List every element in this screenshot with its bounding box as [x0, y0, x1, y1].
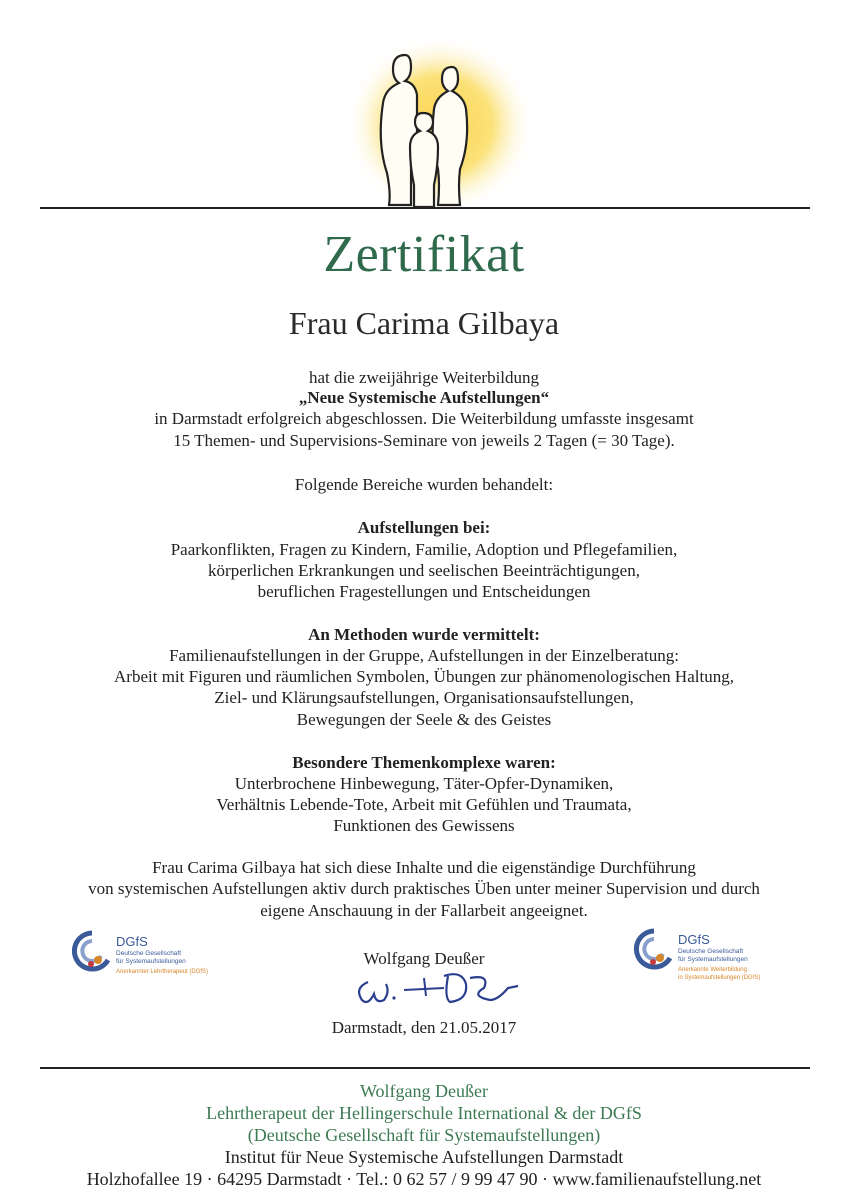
course-title: „Neue Systemische Aufstellungen“: [298, 388, 550, 407]
certificate-title: Zertifikat: [323, 226, 525, 283]
section-line: beruflichen Fragestellungen und Entscheidungen: [257, 582, 591, 601]
section-line: Bewegungen der Seele & des Geistes: [296, 710, 552, 729]
top-divider: [40, 207, 810, 209]
areas-intro: Folgende Bereiche wurden behandelt:: [294, 475, 554, 494]
dgfs-line: für Systemaufstellungen: [678, 956, 748, 963]
footer-divider: [40, 1067, 810, 1069]
dgfs-abbr: DGfS: [678, 932, 710, 947]
dgfs-note: Anerkannter Lehrtherapeut (DGfS): [116, 969, 209, 975]
section-heading: Aufstellungen bei:: [357, 518, 491, 537]
closing-line: Frau Carima Gilbaya hat sich diese Inhalte und die eigenständige Durchführung: [152, 858, 696, 877]
intro-line: hat die zweijährige Weiterbildung: [308, 368, 540, 387]
footer-institute: Institut für Neue Systemische Aufstellungen Darmstadt: [224, 1147, 624, 1167]
dgfs-abbr: DGfS: [116, 934, 148, 949]
dgfs-emblem-icon: [632, 928, 674, 970]
section-heading: Besondere Themenkomplexe waren:: [292, 753, 556, 772]
dgfs-line: Deutsche Gesellschaft: [678, 948, 744, 955]
footer-org: (Deutsche Gesellschaft für Systemaufstellungen): [247, 1125, 601, 1145]
dgfs-logo-right: [632, 928, 832, 992]
recipient-name: Frau Carima Gilbaya: [288, 305, 560, 341]
intro-line: in Darmstadt erfolgreich abgeschlossen. Die Weiterbildung umfasste insgesamt: [154, 409, 694, 428]
family-silhouette-sun-logo: [320, 25, 550, 210]
intro-line: 15 Themen- und Supervisions-Seminare von jeweils 2 Tagen (= 30 Tage).: [173, 431, 675, 450]
dgfs-note: Anerkannte Weiterbildung: [678, 967, 747, 973]
section-line: Arbeit mit Figuren und räumlichen Symbolen, Übungen zur phänomenologischen Haltung,: [114, 667, 734, 686]
section-line: Verhältnis Lebende-Tote, Arbeit mit Gefühlen und Traumata,: [216, 795, 632, 814]
handwritten-signature: [350, 968, 520, 1010]
footer-role: Lehrtherapeut der Hellingerschule International & der DGfS: [206, 1103, 642, 1123]
section-line: Ziel- und Klärungsaufstellungen, Organisationsaufstellungen,: [214, 688, 634, 707]
section-line: Familienaufstellungen in der Gruppe, Aufstellungen in der Einzelberatung:: [169, 646, 679, 665]
dgfs-note: in Systemaufstellungen (DGfS): [678, 975, 761, 981]
dgfs-line: Deutsche Gesellschaft: [116, 950, 182, 957]
place-date: Darmstadt, den 21.05.2017: [331, 1018, 517, 1037]
footer-name: Wolfgang Deußer: [359, 1081, 488, 1101]
section-line: Unterbrochene Hinbewegung, Täter-Opfer-Dynamiken,: [234, 774, 614, 793]
dgfs-line: für Systemaufstellungen: [116, 958, 186, 965]
signatory-name: Wolfgang Deußer: [363, 949, 485, 968]
section-line: Paarkonflikten, Fragen zu Kindern, Familie, Adoption und Pflegefamilien,: [170, 540, 678, 559]
section-heading: An Methoden wurde vermittelt:: [308, 625, 540, 644]
closing-line: eigene Anschauung in der Fallarbeit angeeignet.: [260, 901, 588, 920]
section-line: körperlichen Erkrankungen und seelischen Beeinträchtigungen,: [208, 561, 640, 580]
section-line: Funktionen des Gewissens: [333, 816, 515, 835]
closing-line: von systemischen Aufstellungen aktiv durch praktisches Üben unter meiner Supervision und durch: [88, 879, 760, 898]
footer-address: Holzhofallee 19 · 64295 Darmstadt · Tel.: 0 62 57 / 9 99 47 90 · www.familienaufstellung.net: [86, 1169, 762, 1189]
